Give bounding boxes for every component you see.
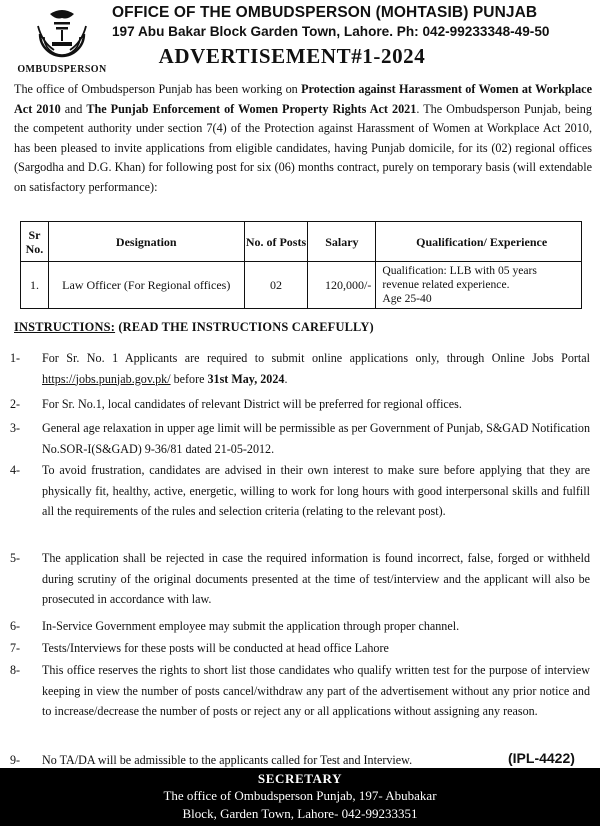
footer-address-line1: The office of Ombudsperson Punjab, 197- Abubakar bbox=[163, 788, 437, 803]
act-name-property-rights: The Punjab Enforcement of Women Property Rights Act 2021 bbox=[86, 101, 417, 116]
advertisement-title: ADVERTISEMENT#1-2024 bbox=[158, 44, 426, 68]
instruction-text: General age relaxation in upper age limit will be permissible as per Government of Punjab, S&GAD Notification No.SOR-I(S&GAD) 9-36/81 dated 21-05-2012. bbox=[42, 421, 590, 456]
instruction-text: The application shall be rejected in case the required information is found incorrect, false, forged or withheld during scrutiny of the original documents presented at the time of test/interview and the applicant will also be prosecuted in accordance with law. bbox=[42, 551, 590, 606]
act-name-harassment: Protection against Harassment of Women at Workplace Act 2010 bbox=[14, 82, 592, 116]
logo-text: OMBUDSPERSON bbox=[17, 64, 107, 75]
header-posts: No. of Posts bbox=[244, 222, 308, 262]
table-header-row bbox=[21, 222, 582, 262]
instructions-label: INSTRUCTIONS: bbox=[14, 320, 116, 334]
instruction-text: To avoid frustration, candidates are advised in their own interest to make sure before applying that they are physically fit, healthy, active, energetic, willing to work for long hours with good interpersonal skills and fulfill all the requirements of the rules and selection criteria (relating to the relevant post). bbox=[42, 463, 590, 518]
instruction-number: 8- bbox=[10, 663, 21, 677]
instruction-text: No TA/DA will be admissible to the applicants called for Test and Interview. bbox=[42, 753, 413, 767]
office-title: OFFICE OF THE OMBUDSPERSON (MOHTASIB) PUNJAB bbox=[112, 4, 538, 21]
ipl-code: (IPL-4422) bbox=[508, 750, 575, 766]
instruction-number: 4- bbox=[10, 463, 21, 477]
header-sr: Sr No. bbox=[21, 222, 49, 262]
instructions-note: (READ THE INSTRUCTIONS CAREFULLY) bbox=[115, 320, 374, 334]
intro-text-end: . The Ombudsperson Punjab, being the competent authority under section 7(4) of the Protection against Harassment of Women at Workplace Act 2010, has been pleased to invite applications from eligible candidates, having Punjab domicile, for its (02) regional offices (Sargodha and D.G. Khan) for following post for six (06) months contract, purely on temporary basis (will extendable on satisfactory performance): bbox=[14, 101, 592, 194]
instruction-number: 5- bbox=[10, 551, 21, 565]
intro-conjunction: and bbox=[60, 101, 87, 116]
emblem-icon bbox=[34, 4, 90, 62]
instruction-number: 2- bbox=[10, 397, 21, 411]
instruction-text: For Sr. No.1, local candidates of relevant District will be preferred for regional offices. bbox=[42, 397, 462, 411]
header bbox=[0, 0, 600, 80]
cell-qualification bbox=[376, 262, 582, 309]
signatory-title: SECRETARY bbox=[257, 771, 343, 786]
office-address: 197 Abu Bakar Block Garden Town, Lahore. Ph: 042-99233348-49-50 bbox=[112, 24, 550, 39]
instruction-text: Tests/Interviews for these posts will be conducted at head office Lahore bbox=[42, 641, 389, 655]
posts-table bbox=[20, 221, 582, 309]
instruction-text: This office reserves the rights to short list those candidates who qualify written test for the purpose of interview keeping in view the number of posts cancel/withdraw any part of the advertisement without any prior notice and to increase/decrease the number of posts or reject any or all applications without assigning any reason. bbox=[42, 663, 590, 718]
header-qualification: Qualification/ Experience bbox=[376, 222, 582, 262]
instruction-number: 7- bbox=[10, 641, 21, 655]
instructions-heading bbox=[14, 320, 374, 335]
instruction-number: 6- bbox=[10, 619, 21, 633]
instruction-number: 1- bbox=[10, 351, 21, 365]
intro-paragraph bbox=[14, 80, 592, 198]
cell-sr: 1. bbox=[21, 262, 49, 309]
experience-line: revenue related experience. bbox=[382, 278, 510, 291]
header-designation: Designation bbox=[48, 222, 244, 262]
intro-text: The office of Ombudsperson Punjab has been working on bbox=[14, 82, 302, 96]
cell-salary: 120,000/- bbox=[308, 262, 376, 309]
instruction-text-part: before bbox=[170, 371, 208, 386]
instruction-number: 3- bbox=[10, 421, 21, 435]
cell-posts: 02 bbox=[244, 262, 308, 309]
instruction-text-part: For Sr. No. 1 Applicants are required to submit online applications only, through Online Jobs Portal bbox=[42, 351, 590, 365]
header-salary: Salary bbox=[308, 222, 376, 262]
qualification-line: Qualification: LLB with 05 years bbox=[382, 264, 537, 277]
cell-designation: Law Officer (For Regional offices) bbox=[48, 262, 244, 309]
footer-address-line2: Block, Garden Town, Lahore- 042-99233351 bbox=[182, 806, 418, 821]
jobs-portal-link[interactable]: https://jobs.punjab.gov.pk/ bbox=[42, 371, 171, 386]
instruction-number: 9- bbox=[10, 753, 21, 767]
age-line: Age 25-40 bbox=[382, 292, 432, 305]
table-row bbox=[21, 262, 582, 309]
instruction-text-part: . bbox=[284, 371, 288, 386]
deadline-date: 31st May, 2024 bbox=[207, 371, 285, 386]
ombudsperson-logo bbox=[12, 4, 112, 78]
footer-signature bbox=[0, 768, 600, 826]
instruction-text: In-Service Government employee may submit the application through proper channel. bbox=[42, 619, 460, 633]
instruction-text bbox=[42, 348, 590, 389]
